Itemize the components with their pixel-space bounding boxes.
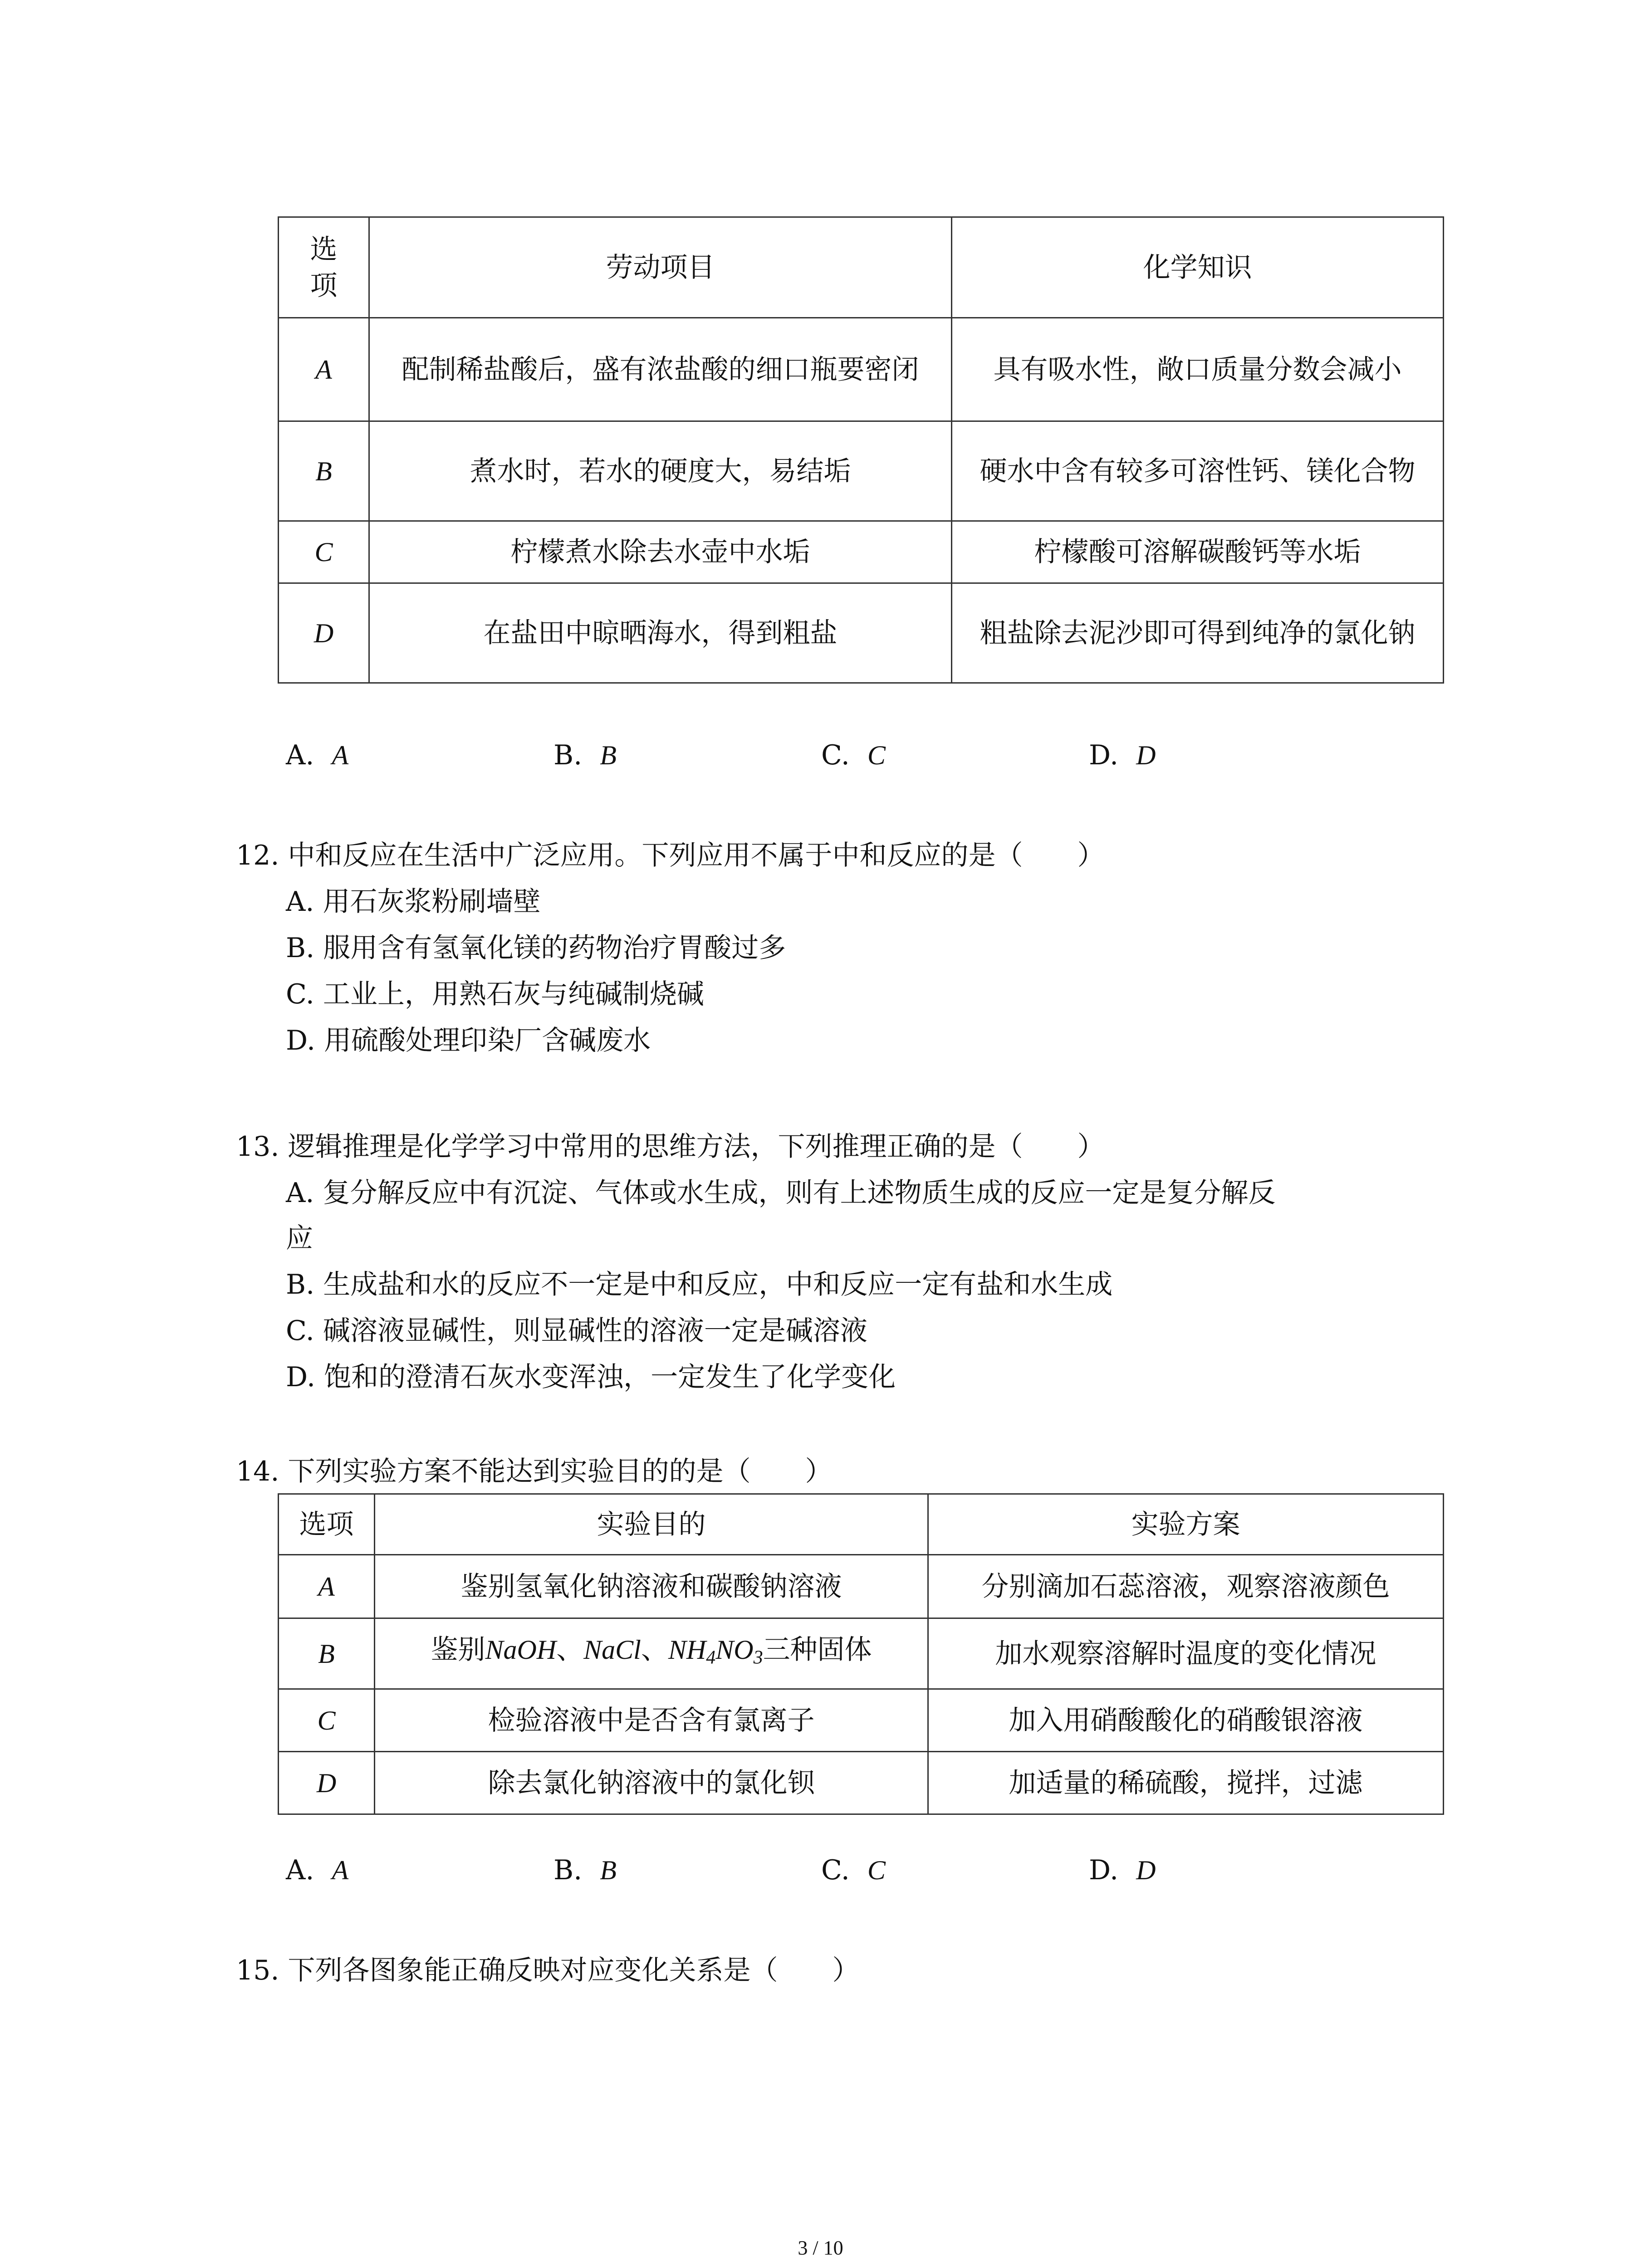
row-chem-knowledge: 粗盐除去泥沙即可得到纯净的氯化钠 bbox=[952, 583, 1444, 683]
row-chem-knowledge: 硬水中含有较多可溶性钙、镁化合物 bbox=[952, 421, 1444, 521]
header-plan: 实验方案 bbox=[928, 1494, 1444, 1555]
q15-stem: 15. 下列各图象能正确反映对应变化关系是（ ） bbox=[236, 1955, 860, 1986]
row-option: B bbox=[279, 421, 369, 521]
formula-naoh: NaOH bbox=[485, 1634, 557, 1665]
row-plan: 加入用硝酸酸化的硝酸银溶液 bbox=[928, 1689, 1444, 1752]
option-prefix: D. bbox=[1089, 1854, 1119, 1886]
table-row bbox=[279, 583, 1444, 683]
row-plan: 加适量的稀硫酸，搅拌，过滤 bbox=[928, 1752, 1444, 1814]
q14-options bbox=[286, 1854, 1375, 1895]
table-header-row bbox=[279, 217, 1444, 318]
q13-stem: 13. 逻辑推理是化学学习中常用的思维方法，下列推理正确的是（ ） bbox=[236, 1131, 1105, 1163]
row-plan: 分别滴加石蕊溶液，观察溶液颜色 bbox=[928, 1555, 1444, 1618]
q11-option-c[interactable] bbox=[821, 739, 886, 771]
q11-option-a[interactable] bbox=[286, 739, 348, 771]
q13-option-a[interactable]: A. 复分解反应中有沉淀、气体或水生成，则有上述物质生成的反应一定是复分解反 bbox=[286, 1177, 1276, 1209]
option-prefix: B. bbox=[554, 739, 583, 771]
option-value: B bbox=[600, 1855, 617, 1885]
option-value: A bbox=[332, 740, 349, 770]
row-plan: 加水观察溶解时温度的变化情况 bbox=[928, 1618, 1444, 1689]
table-row bbox=[279, 1752, 1444, 1814]
option-value: D bbox=[1136, 1855, 1156, 1885]
page-number: 3 / 10 bbox=[798, 2237, 843, 2259]
formula-subscript: 4 bbox=[706, 1647, 716, 1668]
q14-stem: 14. 下列实验方案不能达到实验目的的是（ ） bbox=[236, 1456, 833, 1487]
q14-option-a[interactable] bbox=[286, 1854, 348, 1886]
row-purpose: 除去氯化钠溶液中的氯化钡 bbox=[375, 1752, 928, 1814]
q13-option-c[interactable]: C. 碱溶液显碱性，则显碱性的溶液一定是碱溶液 bbox=[286, 1315, 867, 1347]
separator: 、 bbox=[556, 1633, 584, 1666]
option-prefix: A. bbox=[286, 739, 314, 771]
table-row bbox=[279, 521, 1444, 583]
option-prefix: C. bbox=[821, 1854, 850, 1886]
table-row bbox=[279, 1618, 1444, 1689]
row-labor-item: 煮水时，若水的硬度大，易结垢 bbox=[369, 421, 952, 521]
row-labor-item: 柠檬煮水除去水壶中水垢 bbox=[369, 521, 952, 583]
row-option: A bbox=[279, 1555, 375, 1618]
table-row bbox=[279, 421, 1444, 521]
table-row bbox=[279, 1555, 1444, 1618]
option-value: D bbox=[1136, 740, 1156, 770]
q13-option-b[interactable]: B. 生成盐和水的反应不一定是中和反应，中和反应一定有盐和水生成 bbox=[286, 1269, 1113, 1300]
table-row bbox=[279, 1689, 1444, 1752]
option-value: C bbox=[867, 1855, 886, 1885]
q14-option-b[interactable] bbox=[554, 1854, 617, 1886]
option-value: B bbox=[600, 740, 617, 770]
q12-option-a[interactable]: A. 用石灰浆粉刷墙壁 bbox=[286, 886, 541, 918]
q12-option-d[interactable]: D. 用硫酸处理印染厂含碱废水 bbox=[286, 1025, 651, 1056]
separator: 、 bbox=[641, 1633, 668, 1666]
option-prefix: B. bbox=[554, 1854, 583, 1886]
q12-option-b[interactable]: B. 服用含有氢氧化镁的药物治疗胃酸过多 bbox=[286, 932, 786, 964]
option-prefix: A. bbox=[286, 1854, 314, 1886]
row-purpose bbox=[375, 1618, 928, 1689]
formula-subscript: 3 bbox=[753, 1647, 763, 1668]
option-prefix: D. bbox=[1089, 739, 1119, 771]
purpose-suffix: 三种固体 bbox=[763, 1633, 872, 1666]
q12-stem: 12. 中和反应在生活中广泛应用。下列应用不属于中和反应的是（ ） bbox=[236, 840, 1105, 871]
formula-part: NO bbox=[715, 1634, 754, 1665]
header-purpose: 实验目的 bbox=[375, 1494, 928, 1555]
row-option: C bbox=[279, 521, 369, 583]
purpose-prefix: 鉴别 bbox=[431, 1633, 485, 1666]
table-row bbox=[279, 318, 1444, 421]
q14-option-d[interactable] bbox=[1089, 1854, 1156, 1886]
row-chem-knowledge: 具有吸水性，敞口质量分数会减小 bbox=[952, 318, 1444, 421]
option-value: A bbox=[332, 1855, 349, 1885]
q12-option-c[interactable]: C. 工业上，用熟石灰与纯碱制烧碱 bbox=[286, 978, 704, 1010]
row-option: D bbox=[279, 583, 369, 683]
q11-option-b[interactable] bbox=[554, 739, 617, 771]
labor-knowledge-table bbox=[278, 216, 1444, 684]
q13-option-d[interactable]: D. 饱和的澄清石灰水变浑浊，一定发生了化学变化 bbox=[286, 1361, 896, 1393]
q14-option-c[interactable] bbox=[821, 1854, 886, 1886]
option-value: C bbox=[867, 740, 886, 770]
row-option: C bbox=[279, 1689, 375, 1752]
row-chem-knowledge: 柠檬酸可溶解碳酸钙等水垢 bbox=[952, 521, 1444, 583]
header-option: 选项 bbox=[279, 217, 369, 318]
row-purpose: 检验溶液中是否含有氯离子 bbox=[375, 1689, 928, 1752]
q11-option-d[interactable] bbox=[1089, 739, 1156, 771]
row-option: D bbox=[279, 1752, 375, 1814]
formula-nacl: NaCl bbox=[583, 1634, 641, 1665]
header-option: 选项 bbox=[279, 1494, 375, 1555]
experiment-table bbox=[278, 1493, 1444, 1815]
row-purpose: 鉴别氢氧化钠溶液和碳酸钠溶液 bbox=[375, 1555, 928, 1618]
row-option: B bbox=[279, 1618, 375, 1689]
q11-options bbox=[286, 739, 1375, 780]
row-labor-item: 在盐田中晾晒海水，得到粗盐 bbox=[369, 583, 952, 683]
q13-option-a-cont: 应 bbox=[286, 1222, 313, 1254]
formula-nh4no3 bbox=[668, 1634, 763, 1668]
header-labor-item: 劳动项目 bbox=[369, 217, 952, 318]
table-header-row bbox=[279, 1494, 1444, 1555]
header-chem-knowledge: 化学知识 bbox=[952, 217, 1444, 318]
formula-part: NH bbox=[668, 1634, 706, 1665]
row-labor-item: 配制稀盐酸后，盛有浓盐酸的细口瓶要密闭 bbox=[369, 318, 952, 421]
row-option: A bbox=[279, 318, 369, 421]
option-prefix: C. bbox=[821, 739, 850, 771]
